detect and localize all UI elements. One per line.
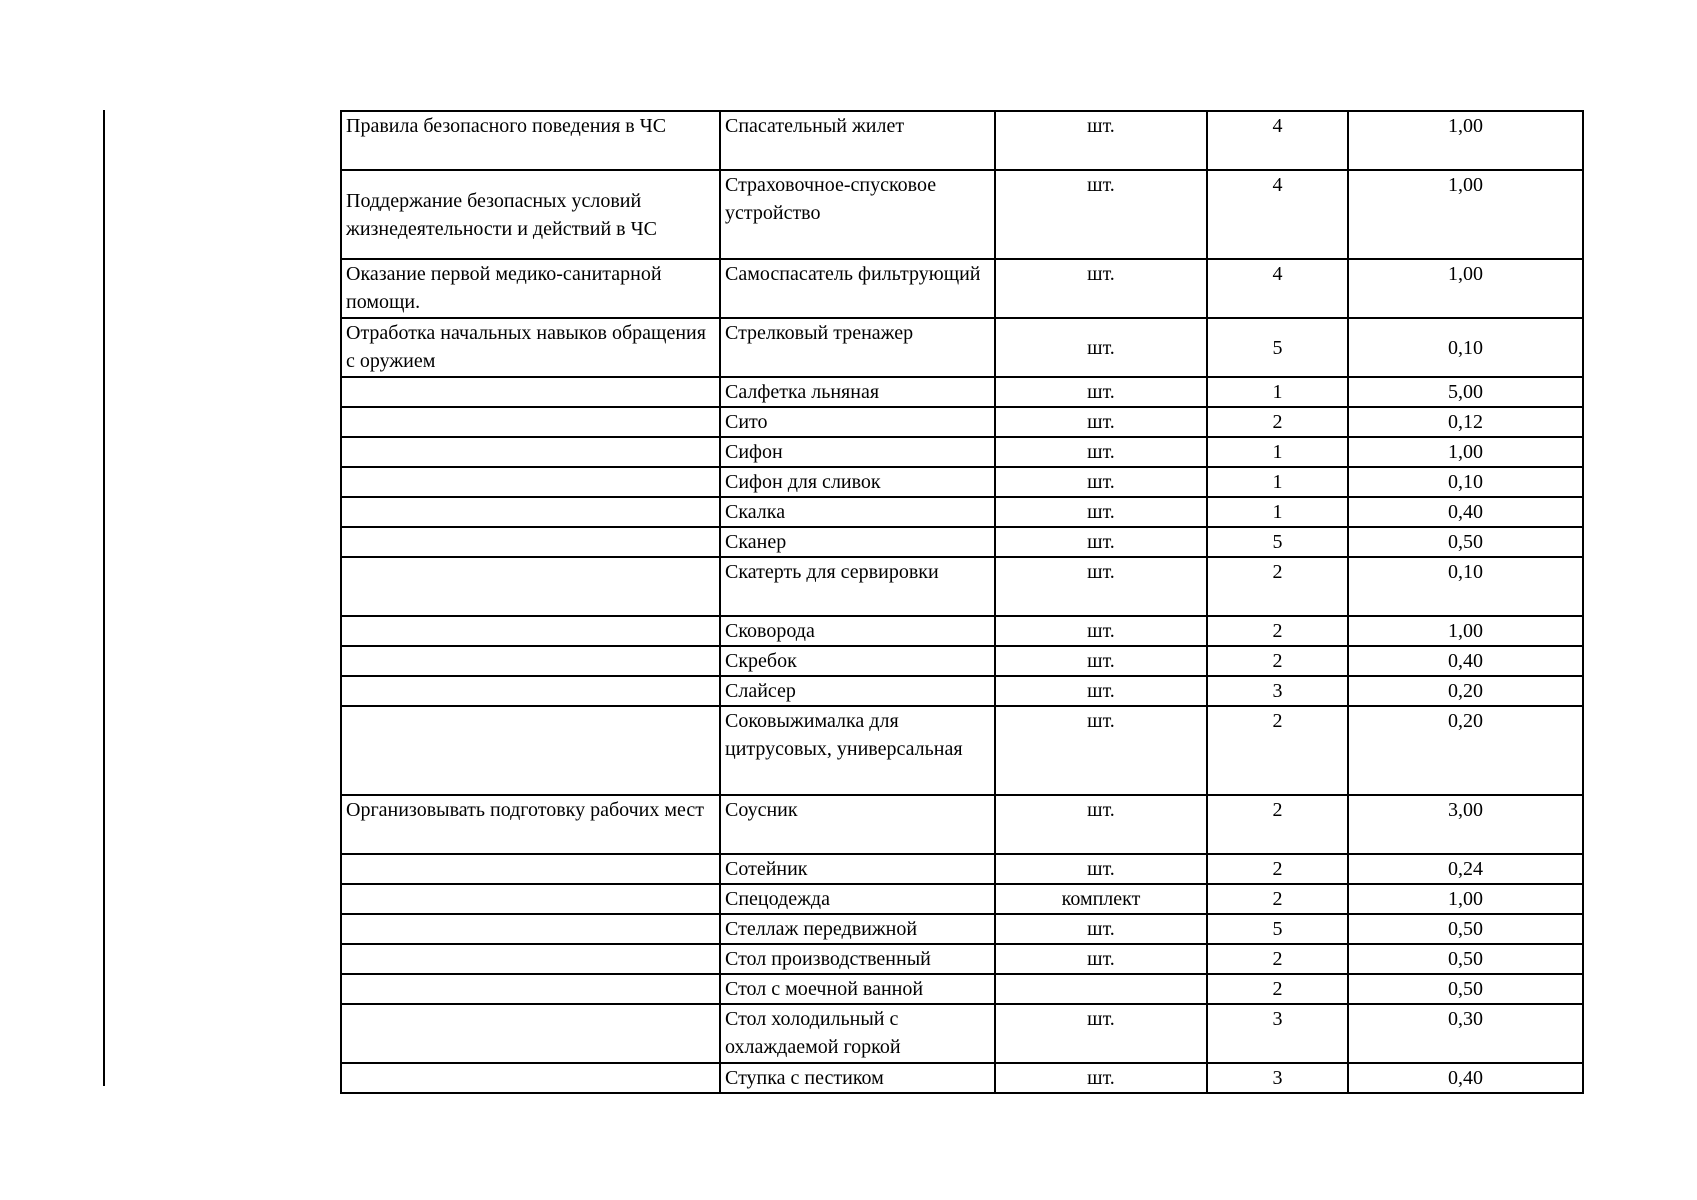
quantity-cell: 5 xyxy=(1207,318,1348,377)
item-cell: Скалка xyxy=(720,497,995,527)
topic-cell xyxy=(341,437,720,467)
item-cell: Стол с моечной ванной xyxy=(720,974,995,1004)
table-row xyxy=(341,170,1583,259)
item-cell: Сифон xyxy=(720,437,995,467)
item-cell: Слайсер xyxy=(720,676,995,706)
quantity-cell: 2 xyxy=(1207,974,1348,1004)
coefficient-cell: 0,24 xyxy=(1348,854,1583,884)
topic-cell xyxy=(341,527,720,557)
table-row xyxy=(341,974,1583,1004)
topic-cell: Оказание первой медико-санитарной помощи. xyxy=(341,259,720,318)
coefficient-cell: 0,40 xyxy=(1348,646,1583,676)
coefficient-cell: 0,40 xyxy=(1348,1063,1583,1093)
quantity-cell: 2 xyxy=(1207,646,1348,676)
coefficient-cell: 1,00 xyxy=(1348,259,1583,318)
coefficient-cell: 0,50 xyxy=(1348,974,1583,1004)
item-cell: Сотейник xyxy=(720,854,995,884)
topic-cell xyxy=(341,407,720,437)
quantity-cell: 3 xyxy=(1207,1004,1348,1063)
coefficient-cell: 0,12 xyxy=(1348,407,1583,437)
unit-cell: шт. xyxy=(995,407,1207,437)
table-row xyxy=(341,318,1583,377)
item-cell: Сковорода xyxy=(720,616,995,646)
table-row xyxy=(341,557,1583,616)
table-row xyxy=(341,944,1583,974)
coefficient-cell: 0,10 xyxy=(1348,557,1583,616)
topic-cell xyxy=(341,1063,720,1093)
item-cell: Ступка с пестиком xyxy=(720,1063,995,1093)
item-cell: Салфетка льняная xyxy=(720,377,995,407)
topic-cell xyxy=(341,854,720,884)
coefficient-cell: 1,00 xyxy=(1348,111,1583,170)
unit-cell: шт. xyxy=(995,111,1207,170)
item-cell: Сито xyxy=(720,407,995,437)
table-row xyxy=(341,1063,1583,1093)
table-row xyxy=(341,616,1583,646)
topic-cell: Отработка начальных навыков обращения с оружием xyxy=(341,318,720,377)
table-row xyxy=(341,1004,1583,1063)
topic-cell xyxy=(341,884,720,914)
item-cell: Стол холодильный с охлаждаемой горкой xyxy=(720,1004,995,1063)
coefficient-cell: 1,00 xyxy=(1348,884,1583,914)
quantity-cell: 1 xyxy=(1207,467,1348,497)
unit-cell xyxy=(995,974,1207,1004)
topic-cell xyxy=(341,616,720,646)
coefficient-cell: 1,00 xyxy=(1348,437,1583,467)
quantity-cell: 4 xyxy=(1207,170,1348,259)
quantity-cell: 2 xyxy=(1207,795,1348,854)
topic-cell xyxy=(341,557,720,616)
left-margin-rule xyxy=(103,110,105,1086)
quantity-cell: 1 xyxy=(1207,377,1348,407)
topic-cell xyxy=(341,914,720,944)
quantity-cell: 4 xyxy=(1207,111,1348,170)
coefficient-cell: 0,10 xyxy=(1348,318,1583,377)
coefficient-cell: 0,30 xyxy=(1348,1004,1583,1063)
coefficient-cell: 0,40 xyxy=(1348,497,1583,527)
topic-cell xyxy=(341,676,720,706)
quantity-cell: 5 xyxy=(1207,527,1348,557)
unit-cell: шт. xyxy=(995,1063,1207,1093)
unit-cell: шт. xyxy=(995,497,1207,527)
coefficient-cell: 1,00 xyxy=(1348,170,1583,259)
table-row xyxy=(341,884,1583,914)
topic-cell: Поддержание безопасных условий жизнедеятельности и действий в ЧС xyxy=(341,170,720,259)
table-row xyxy=(341,527,1583,557)
equipment-table xyxy=(340,110,1584,1094)
quantity-cell: 4 xyxy=(1207,259,1348,318)
topic-cell xyxy=(341,1004,720,1063)
table-row xyxy=(341,377,1583,407)
unit-cell: шт. xyxy=(995,259,1207,318)
unit-cell: шт. xyxy=(995,854,1207,884)
table-row xyxy=(341,467,1583,497)
table-row xyxy=(341,497,1583,527)
quantity-cell: 2 xyxy=(1207,616,1348,646)
unit-cell: шт. xyxy=(995,437,1207,467)
unit-cell: шт. xyxy=(995,706,1207,795)
coefficient-cell: 0,50 xyxy=(1348,914,1583,944)
coefficient-cell: 0,10 xyxy=(1348,467,1583,497)
quantity-cell: 2 xyxy=(1207,706,1348,795)
topic-cell xyxy=(341,497,720,527)
topic-cell: Правила безопасного поведения в ЧС xyxy=(341,111,720,170)
item-cell: Сифон для сливок xyxy=(720,467,995,497)
quantity-cell: 2 xyxy=(1207,854,1348,884)
topic-cell xyxy=(341,377,720,407)
topic-cell xyxy=(341,706,720,795)
unit-cell: шт. xyxy=(995,1004,1207,1063)
quantity-cell: 2 xyxy=(1207,884,1348,914)
quantity-cell: 1 xyxy=(1207,497,1348,527)
topic-cell xyxy=(341,974,720,1004)
item-cell: Стеллаж передвижной xyxy=(720,914,995,944)
unit-cell: шт. xyxy=(995,318,1207,377)
item-cell: Спасательный жилет xyxy=(720,111,995,170)
table-row xyxy=(341,646,1583,676)
item-cell: Самоспасатель фильтрующий xyxy=(720,259,995,318)
table-row xyxy=(341,706,1583,795)
quantity-cell: 3 xyxy=(1207,676,1348,706)
topic-cell xyxy=(341,944,720,974)
coefficient-cell: 5,00 xyxy=(1348,377,1583,407)
coefficient-cell: 0,20 xyxy=(1348,706,1583,795)
table-row xyxy=(341,795,1583,854)
table-row xyxy=(341,111,1583,170)
item-cell: Стол производственный xyxy=(720,944,995,974)
unit-cell: шт. xyxy=(995,557,1207,616)
topic-cell xyxy=(341,467,720,497)
quantity-cell: 3 xyxy=(1207,1063,1348,1093)
unit-cell: шт. xyxy=(995,914,1207,944)
item-cell: Спецодежда xyxy=(720,884,995,914)
quantity-cell: 1 xyxy=(1207,437,1348,467)
table-row xyxy=(341,914,1583,944)
coefficient-cell: 0,50 xyxy=(1348,944,1583,974)
item-cell: Страховочное-спусковое устройство xyxy=(720,170,995,259)
item-cell: Скребок xyxy=(720,646,995,676)
quantity-cell: 5 xyxy=(1207,914,1348,944)
table-row xyxy=(341,676,1583,706)
quantity-cell: 2 xyxy=(1207,407,1348,437)
item-cell: Соусник xyxy=(720,795,995,854)
unit-cell: шт. xyxy=(995,377,1207,407)
unit-cell: шт. xyxy=(995,467,1207,497)
table-row xyxy=(341,854,1583,884)
item-cell: Сканер xyxy=(720,527,995,557)
quantity-cell: 2 xyxy=(1207,944,1348,974)
item-cell: Соковыжималка для цитрусовых, универсальная xyxy=(720,706,995,795)
table-row xyxy=(341,259,1583,318)
topic-cell xyxy=(341,646,720,676)
unit-cell: шт. xyxy=(995,944,1207,974)
item-cell: Стрелковый тренажер xyxy=(720,318,995,377)
coefficient-cell: 1,00 xyxy=(1348,616,1583,646)
unit-cell: комплект xyxy=(995,884,1207,914)
unit-cell: шт. xyxy=(995,527,1207,557)
topic-cell: Организовывать подготовку рабочих мест xyxy=(341,795,720,854)
unit-cell: шт. xyxy=(995,795,1207,854)
item-cell: Скатерть для сервировки xyxy=(720,557,995,616)
coefficient-cell: 3,00 xyxy=(1348,795,1583,854)
coefficient-cell: 0,20 xyxy=(1348,676,1583,706)
coefficient-cell: 0,50 xyxy=(1348,527,1583,557)
unit-cell: шт. xyxy=(995,170,1207,259)
unit-cell: шт. xyxy=(995,646,1207,676)
table-row xyxy=(341,407,1583,437)
quantity-cell: 2 xyxy=(1207,557,1348,616)
table-row xyxy=(341,437,1583,467)
unit-cell: шт. xyxy=(995,616,1207,646)
unit-cell: шт. xyxy=(995,676,1207,706)
